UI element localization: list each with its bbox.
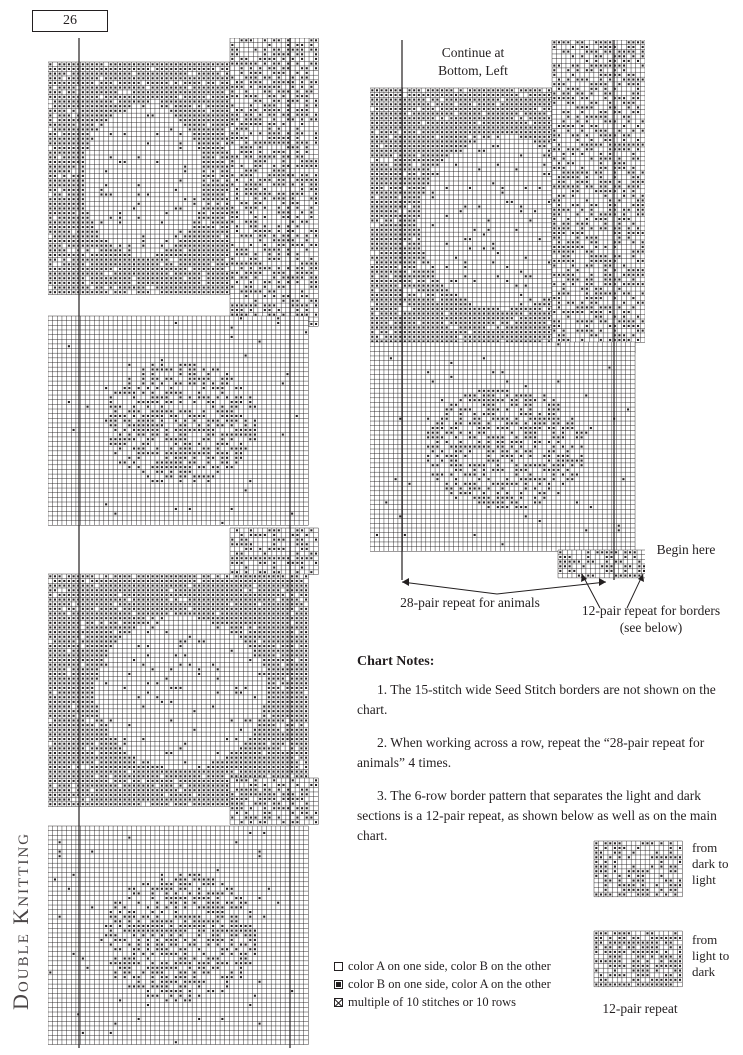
dark-square-icon <box>334 980 343 989</box>
borders-repeat-note: (see below) <box>619 620 683 635</box>
continue-label: Continue at Bottom, Left <box>438 45 508 78</box>
light-to-dark-label: from light to dark <box>692 932 730 979</box>
dark-to-light-swatch <box>593 840 688 902</box>
left-knitting-chart <box>48 38 330 1048</box>
chart-notes <box>357 652 733 859</box>
section-title: Double Knitting <box>8 831 33 1010</box>
right-knitting-chart <box>370 40 645 585</box>
dark-to-light-label: from dark to light <box>692 840 729 887</box>
light-square-icon <box>334 962 343 971</box>
page-number: 26 <box>32 10 108 32</box>
legend-item-marker: multiple of 10 stitches or 10 rows <box>334 993 551 1011</box>
legend-item-light: color A on one side, color B on the other <box>334 957 551 975</box>
swatch-repeat-label: 12-pair repeat <box>602 1001 678 1016</box>
legend <box>334 957 551 1011</box>
note-3: 3. The 6-row border pattern that separates the light and dark sections is a 12-pair repeat, as shown below as well as on the main chart. <box>357 788 717 843</box>
borders-repeat-label: 12-pair repeat for borders <box>581 603 721 618</box>
animals-repeat-label: 28-pair repeat for animals <box>400 595 540 610</box>
note-1: 1. The 15-stitch wide Seed Stitch borders are not shown on the chart. <box>357 682 716 717</box>
note-2: 2. When working across a row, repeat the “28-pair repeat for animals” 4 times. <box>357 735 705 770</box>
legend-item-dark: color B on one side, color A on the other <box>334 975 551 993</box>
light-to-dark-swatch <box>593 930 688 992</box>
notes-heading: Chart Notes: <box>357 654 435 669</box>
crossed-square-icon <box>334 998 343 1007</box>
begin-here-label: Begin here <box>656 542 716 557</box>
